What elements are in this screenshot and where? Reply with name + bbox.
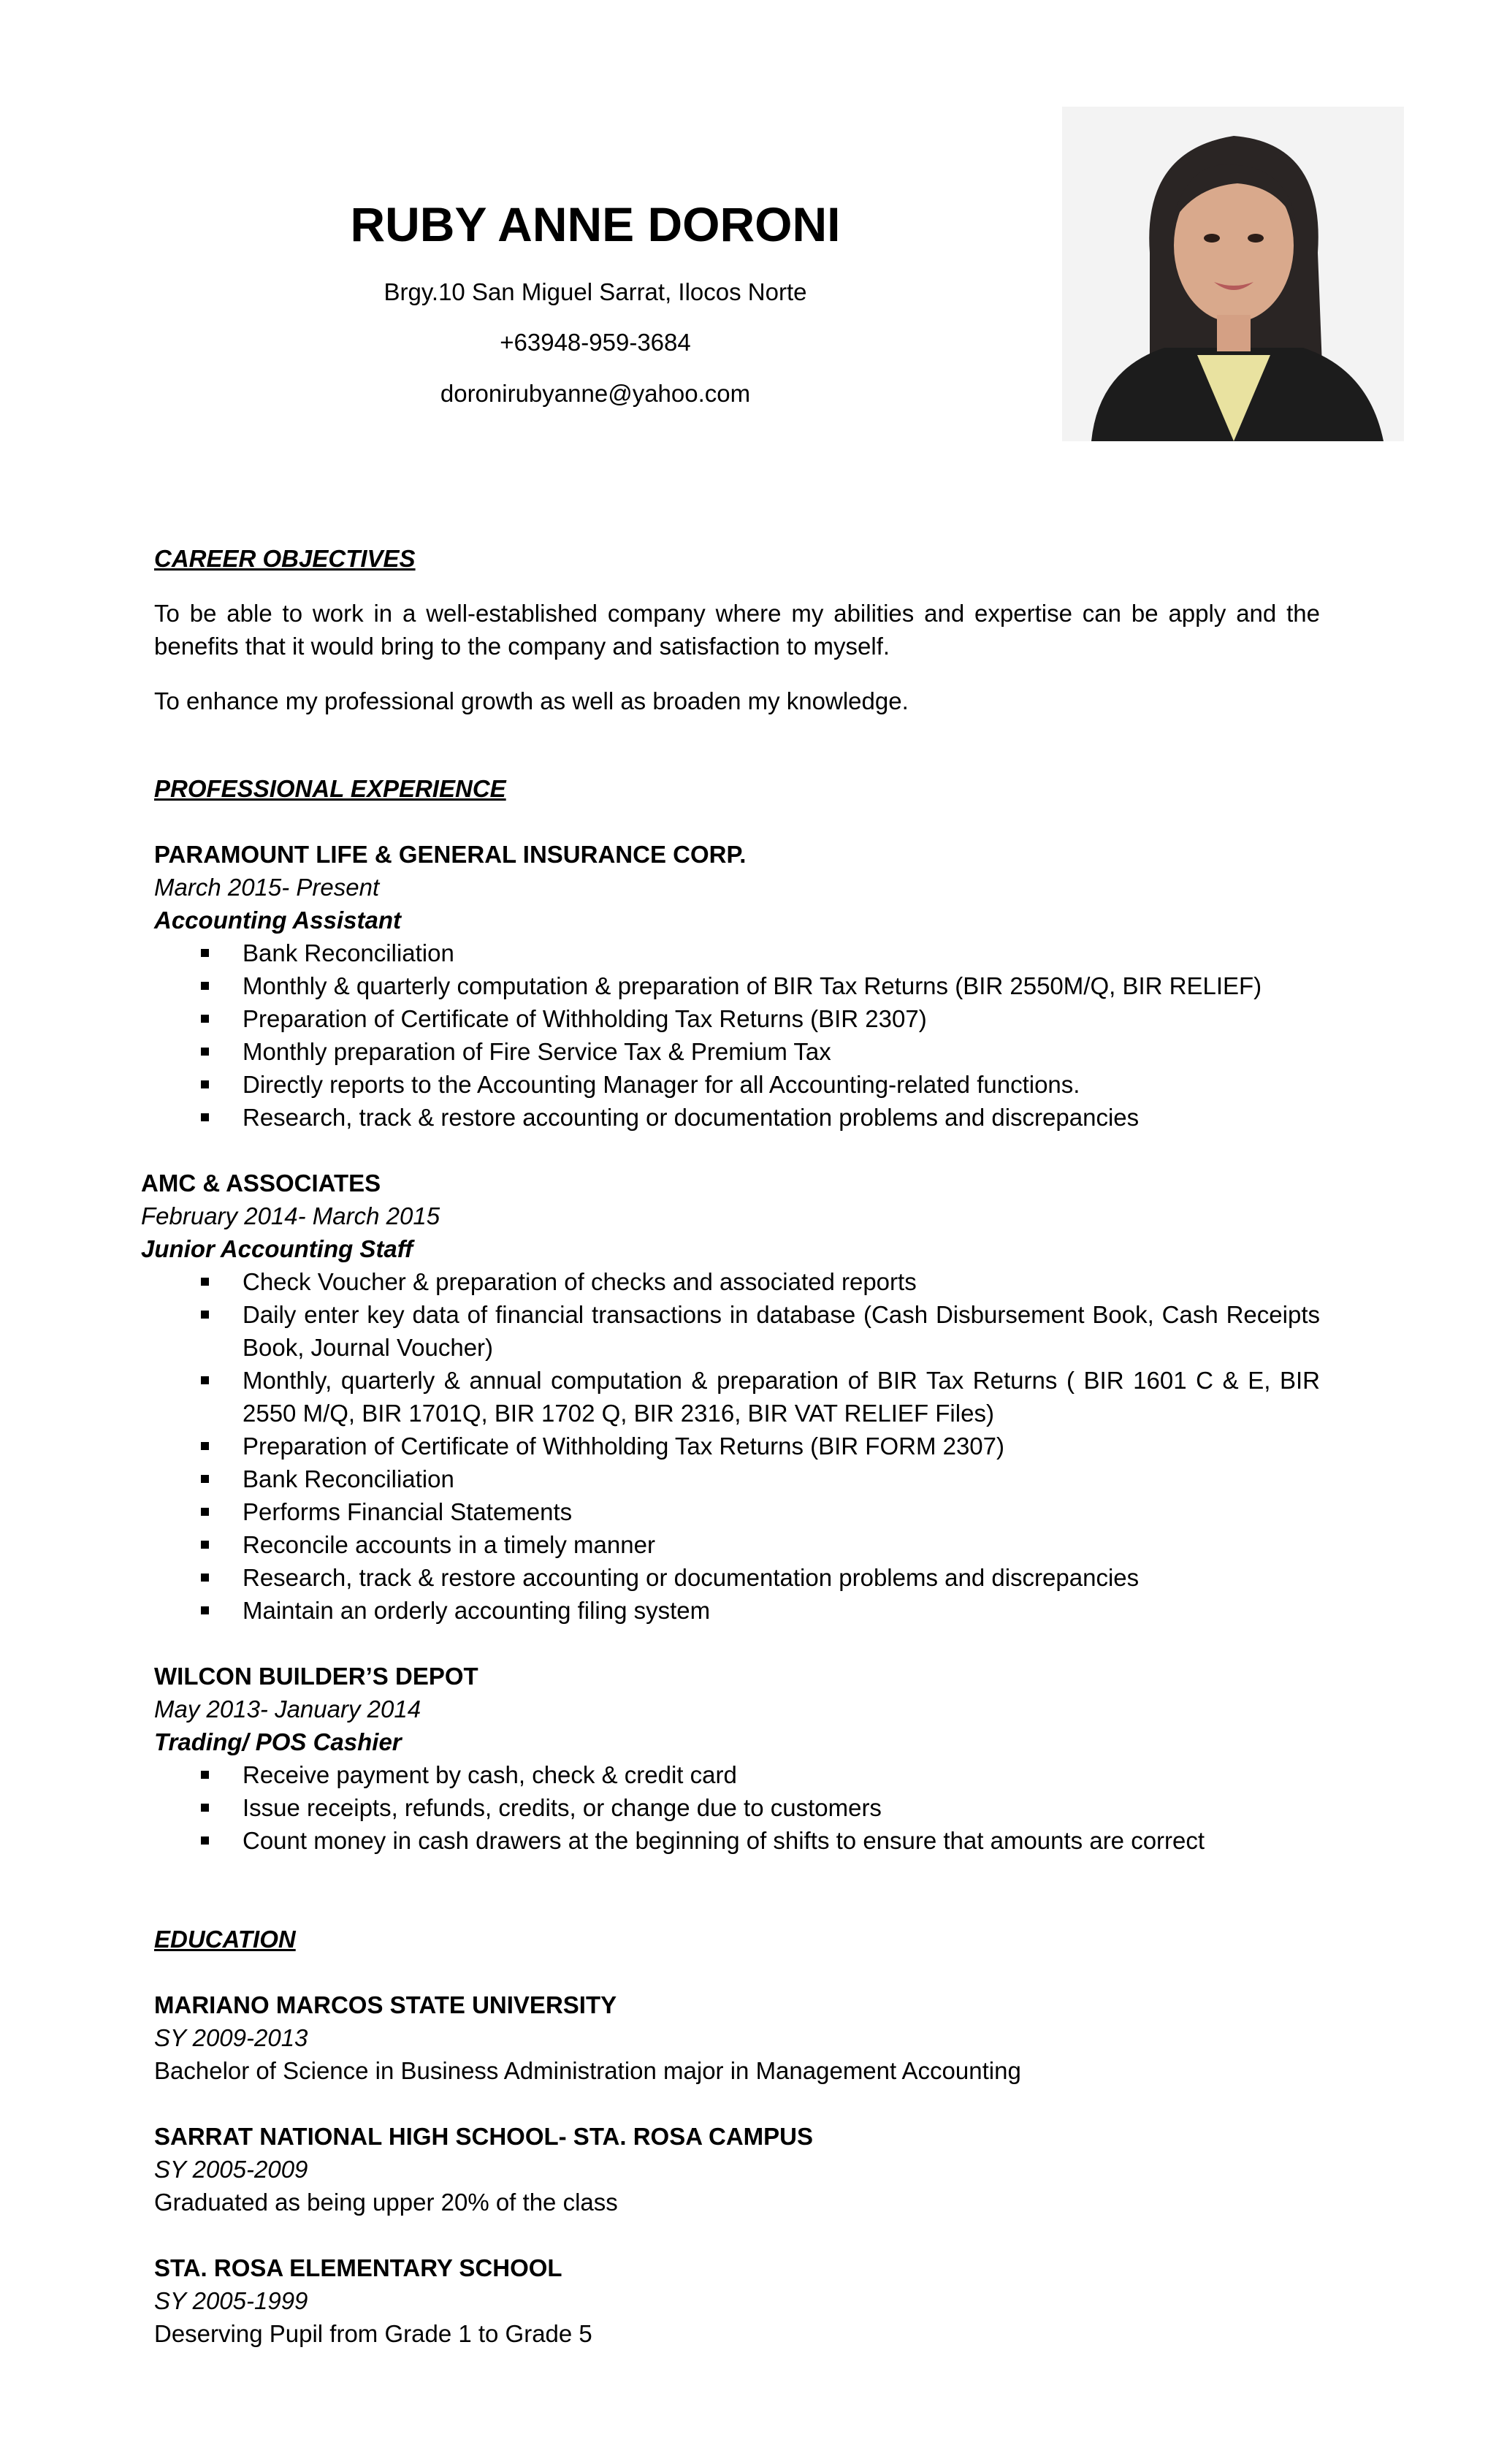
applicant-name: RUBY ANNE DORONI (350, 197, 841, 251)
duty-item: Directly reports to the Accounting Manager for all Accounting-related functions. (243, 1068, 1320, 1101)
phone-number: +63948-959-3684 (500, 329, 691, 356)
profile-photo (1062, 107, 1404, 441)
address: Brgy.10 San Miguel Sarrat, Ilocos Norte (383, 278, 807, 305)
duty-item: Preparation of Certificate of Withholding Tax Returns (BIR FORM 2307) (243, 1430, 1320, 1462)
resume-header (292, 197, 898, 430)
duty-item: Monthly preparation of Fire Service Tax & Premium Tax (243, 1035, 1320, 1068)
school-years: SY 2005-1999 (154, 2287, 308, 2314)
school-detail: Deserving Pupil from Grade 1 to Grade 5 (154, 2320, 592, 2347)
company-name: AMC & ASSOCIATES (141, 1170, 381, 1197)
school-name: STA. ROSA ELEMENTARY SCHOOL (154, 2254, 562, 2281)
job-dates: February 2014- March 2015 (141, 1202, 440, 1229)
duty-item: Bank Reconciliation (243, 937, 1320, 969)
company-name: PARAMOUNT LIFE & GENERAL INSURANCE CORP. (154, 841, 747, 868)
duty-item: Monthly & quarterly computation & preparation of BIR Tax Returns (BIR 2550M/Q, BIR RELIEF) (243, 969, 1320, 1002)
duty-item: Research, track & restore accounting or documentation problems and discrepancies (243, 1101, 1320, 1134)
duties-list (154, 937, 1320, 1134)
school-entry (154, 2120, 1320, 2219)
duty-item: Receive payment by cash, check & credit card (243, 1758, 1320, 1791)
duty-item: Performs Financial Statements (243, 1495, 1320, 1528)
objective-paragraph: To be able to work in a well-established company where my abilities and expertise can be apply and the benefits that it would bring to the company and satisfaction to myself. (154, 600, 1320, 660)
duty-item: Check Voucher & preparation of checks and associated reports (243, 1265, 1320, 1298)
school-years: SY 2009-2013 (154, 2024, 308, 2051)
school-detail: Bachelor of Science in Business Administration major in Management Accounting (154, 2057, 1021, 2084)
objective-paragraph: To enhance my professional growth as well as broaden my knowledge. (154, 687, 909, 714)
job-dates: March 2015- Present (154, 874, 380, 901)
school-entry (154, 2251, 1320, 2350)
duties-list (154, 1758, 1320, 1857)
job-entry (154, 838, 1320, 1134)
duty-item: Issue receipts, refunds, credits, or change due to customers (243, 1791, 1320, 1824)
duty-item: Preparation of Certificate of Withholding Tax Returns (BIR 2307) (243, 1002, 1320, 1035)
school-name: SARRAT NATIONAL HIGH SCHOOL- STA. ROSA CAMPUS (154, 2123, 813, 2150)
job-role: Trading/ POS Cashier (154, 1728, 402, 1755)
email-address: doronirubyanne@yahoo.com (440, 380, 751, 408)
job-role: Junior Accounting Staff (141, 1235, 413, 1262)
duty-item: Maintain an orderly accounting filing system (243, 1594, 1320, 1627)
duty-item: Research, track & restore accounting or documentation problems and discrepancies (243, 1561, 1320, 1594)
career-objectives-heading: CAREER OBJECTIVES (154, 545, 416, 572)
job-entry (141, 1167, 1320, 1627)
school-entry (154, 1988, 1320, 2087)
portrait-image (1062, 107, 1404, 441)
duties-list (154, 1265, 1320, 1627)
education-heading: EDUCATION (154, 1926, 296, 1953)
duty-item: Monthly, quarterly & annual computation & preparation of BIR Tax Returns ( BIR 1601 C & E, BIR 2550 M/Q, BIR 1701Q, BIR 1702 Q, BIR 2316, BIR VAT RELIEF Files) (243, 1364, 1320, 1430)
duty-item: Reconcile accounts in a timely manner (243, 1528, 1320, 1561)
school-detail: Graduated as being upper 20% of the class (154, 2189, 618, 2216)
resume-body (141, 542, 1320, 2350)
duty-item: Bank Reconciliation (243, 1462, 1320, 1495)
duty-item: Daily enter key data of financial transactions in database (Cash Disbursement Book, Cash Receipts Book, Journal Voucher) (243, 1298, 1320, 1364)
school-years: SY 2005-2009 (154, 2156, 308, 2183)
job-dates: May 2013- January 2014 (154, 1696, 421, 1723)
company-name: WILCON BUILDER’S DEPOT (154, 1663, 478, 1690)
duty-item: Count money in cash drawers at the beginning of shifts to ensure that amounts are correct (243, 1824, 1320, 1857)
job-entry (154, 1660, 1320, 1857)
job-role: Accounting Assistant (154, 907, 401, 934)
school-name: MARIANO MARCOS STATE UNIVERSITY (154, 1991, 617, 2018)
professional-experience-heading: PROFESSIONAL EXPERIENCE (154, 775, 506, 802)
